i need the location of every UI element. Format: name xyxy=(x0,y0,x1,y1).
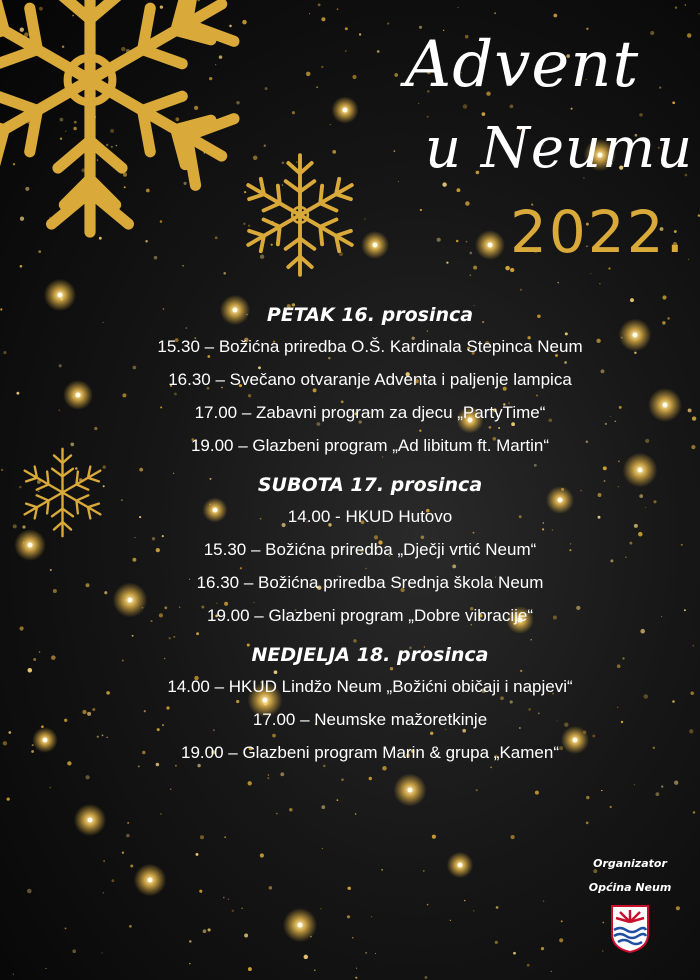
day-heading: SUBOTA 17. prosinca xyxy=(257,474,483,496)
sparkle-dot xyxy=(661,785,663,787)
sparkle-dot xyxy=(318,3,321,6)
sparkle-dot xyxy=(67,761,71,765)
sparkle-dot xyxy=(145,240,148,243)
sparkle-icon xyxy=(43,738,48,743)
sparkle-icon xyxy=(88,818,93,823)
sparkle-dot xyxy=(232,910,234,912)
sparkle-dot xyxy=(82,710,86,714)
sparkle-dot xyxy=(28,668,33,673)
sparkle-dot xyxy=(64,719,67,722)
sparkle-dot xyxy=(473,910,475,912)
schedule-event: 19.00 – Glazbeni program „Ad libitum ft. Martin“ xyxy=(190,436,550,455)
sparkle-dot xyxy=(320,908,321,909)
sparkle-icon xyxy=(298,923,303,928)
sparkle-dot xyxy=(513,952,516,955)
sparkle-dot xyxy=(13,974,14,975)
sparkle-dot xyxy=(674,781,678,785)
sparkle-dot xyxy=(541,947,544,950)
day-heading: PETAK 16. prosinca xyxy=(266,304,474,326)
sparkle-dot xyxy=(520,289,522,291)
sparkle-dot xyxy=(690,691,693,694)
medium-snowflake-icon xyxy=(235,150,365,280)
sparkle-dot xyxy=(330,124,331,125)
sparkle-icon xyxy=(663,403,668,408)
sparkle-dot xyxy=(50,569,52,571)
sparkle-dot xyxy=(684,609,686,611)
sparkle-icon xyxy=(458,863,463,868)
sparkle-dot xyxy=(586,822,589,825)
sparkle-dot xyxy=(126,834,130,838)
schedule-event: 15.30 – Božićna priredba „Dječji vrtić Neum“ xyxy=(203,540,537,559)
sparkle-dot xyxy=(689,729,693,733)
sparkle-dot xyxy=(8,731,11,734)
sparkle-dot xyxy=(289,808,293,812)
sparkle-dot xyxy=(387,23,389,25)
sparkle-dot xyxy=(691,445,695,449)
sparkle-icon xyxy=(408,788,413,793)
sparkle-dot xyxy=(559,938,563,942)
sparkle-dot xyxy=(377,50,380,53)
sparkle-dot xyxy=(553,14,557,18)
sparkle-dot xyxy=(381,869,383,871)
sparkle-dot xyxy=(248,967,252,971)
sparkle-dot xyxy=(269,886,272,889)
sparkle-dot xyxy=(182,265,184,267)
sparkle-dot xyxy=(309,13,310,14)
sparkle-dot xyxy=(304,955,308,959)
sparkle-dot xyxy=(51,655,56,660)
sparkle-dot xyxy=(65,927,67,929)
sparkle-icon xyxy=(373,243,378,248)
organizer-name: Općina Neum xyxy=(588,881,672,894)
sparkle-dot xyxy=(662,295,666,299)
schedule-event: 17.00 – Neumske mažoretkinje xyxy=(252,710,488,729)
sparkle-dot xyxy=(469,274,471,276)
sparkle-dot xyxy=(359,33,361,35)
sparkle-icon xyxy=(148,878,153,883)
sparkle-dot xyxy=(53,589,57,593)
sparkle-dot xyxy=(345,50,347,52)
sparkle-dot xyxy=(527,964,530,967)
sparkle-dot xyxy=(662,321,666,325)
sparkle-dot xyxy=(59,364,62,367)
sparkle-dot xyxy=(608,267,610,269)
sparkle-dot xyxy=(39,651,41,653)
sparkle-dot xyxy=(610,806,612,808)
sparkle-dot xyxy=(265,87,268,90)
sparkle-dot xyxy=(692,416,696,420)
sparkle-dot xyxy=(495,941,498,944)
sparkle-dot xyxy=(103,860,104,861)
sparkle-dot xyxy=(170,788,171,789)
sparkle-dot xyxy=(424,976,427,979)
sparkle-dot xyxy=(129,925,132,928)
sparkle-dot xyxy=(557,282,559,284)
sparkle-dot xyxy=(375,953,376,954)
sparkle-dot xyxy=(345,27,348,30)
sparkle-dot xyxy=(260,853,264,857)
sparkle-dot xyxy=(306,72,311,77)
sparkle-icon xyxy=(76,393,81,398)
sparkle-dot xyxy=(292,111,295,114)
sparkle-dot xyxy=(476,789,478,791)
sparkle-dot xyxy=(341,779,344,782)
sparkle-dot xyxy=(347,887,350,890)
sparkle-dot xyxy=(494,12,496,14)
schedule-day-sunday xyxy=(90,640,650,769)
sparkle-dot xyxy=(196,853,199,856)
sparkle-dot xyxy=(653,500,656,503)
schedule-event: 15.30 – Božićna priredba O.Š. Kardinala Stepinca Neum xyxy=(157,337,583,356)
schedule-event: 14.00 – HKUD Lindžo Neum „Božićni običaji i napjevi“ xyxy=(167,677,573,696)
schedule-event: 19.00 – Glazbeni program „Dobre vibracije“ xyxy=(207,606,533,625)
sparkle-dot xyxy=(20,265,23,268)
schedule-event: 16.30 – Božićna priredba Srednja škola Neum xyxy=(196,573,544,592)
sparkle-dot xyxy=(27,889,32,894)
sparkle-dot xyxy=(127,822,129,824)
sparkle-dot xyxy=(681,544,683,546)
sparkle-dot xyxy=(111,879,114,882)
sparkle-dot xyxy=(505,266,510,271)
sparkle-dot xyxy=(322,848,323,849)
sparkle-dot xyxy=(337,8,339,10)
sparkle-dot xyxy=(369,777,372,780)
sparkle-dot xyxy=(688,408,692,412)
sparkle-dot xyxy=(103,892,105,894)
sparkle-dot xyxy=(248,781,252,785)
sparkle-dot xyxy=(601,790,602,791)
sparkle-dot xyxy=(687,33,691,37)
large-snowflake-icon xyxy=(0,0,250,240)
sparkle-dot xyxy=(473,266,477,270)
sparkle-dot xyxy=(356,968,357,969)
sparkle-icon xyxy=(58,293,63,298)
sparkle-dot xyxy=(316,86,318,88)
sparkle-dot xyxy=(634,784,635,785)
sparkle-dot xyxy=(510,268,514,272)
sparkle-dot xyxy=(276,813,278,815)
sparkle-dot xyxy=(267,777,269,779)
sparkle-dot xyxy=(203,929,207,933)
sparkle-dot xyxy=(586,796,589,799)
sparkle-dot xyxy=(371,916,372,917)
schedule-event: 14.00 - HKUD Hutovo xyxy=(287,507,453,526)
sparkle-icon xyxy=(343,108,348,113)
sparkle-dot xyxy=(352,937,354,939)
sparkle-dot xyxy=(535,791,539,795)
sparkle-dot xyxy=(241,908,242,909)
sparkle-dot xyxy=(224,836,226,838)
sparkle-dot xyxy=(496,906,499,909)
sparkle-dot xyxy=(20,626,24,630)
sparkle-dot xyxy=(38,250,41,253)
title-year: 2022. xyxy=(510,198,687,266)
sparkle-dot xyxy=(355,977,357,979)
sparkle-dot xyxy=(693,645,695,647)
event-schedule xyxy=(90,300,650,777)
sparkle-dot xyxy=(347,915,350,918)
sparkle-dot xyxy=(59,410,60,411)
sparkle-dot xyxy=(321,66,323,68)
sparkle-dot xyxy=(550,971,551,972)
sparkle-dot xyxy=(321,805,325,809)
sparkle-dot xyxy=(223,272,226,275)
sparkle-dot xyxy=(0,308,2,310)
sparkle-dot xyxy=(693,811,695,813)
sparkle-dot xyxy=(31,750,34,753)
sparkle-dot xyxy=(599,283,600,284)
sparkle-dot xyxy=(33,658,36,661)
sparkle-dot xyxy=(3,351,6,354)
sparkle-dot xyxy=(160,813,162,815)
sparkle-dot xyxy=(423,870,425,872)
sparkle-dot xyxy=(45,968,46,969)
coat-of-arms-icon xyxy=(610,904,650,954)
schedule-day-friday xyxy=(90,300,650,462)
sparkle-dot xyxy=(1,469,3,471)
schedule-event: 17.00 – Zabavni program za djecu „PartyTime“ xyxy=(194,403,546,422)
sparkle-dot xyxy=(264,145,266,147)
sparkle-dot xyxy=(72,949,76,953)
sparkle-dot xyxy=(698,13,699,14)
sparkle-dot xyxy=(672,700,675,703)
sparkle-dot xyxy=(101,952,102,953)
sparkle-dot xyxy=(667,317,670,320)
sparkle-dot xyxy=(189,940,192,943)
sparkle-dot xyxy=(352,75,356,79)
sparkle-dot xyxy=(314,969,316,971)
sparkle-dot xyxy=(189,963,191,965)
sparkle-dot xyxy=(122,852,124,854)
sparkle-dot xyxy=(199,890,202,893)
event-title xyxy=(385,28,694,266)
sparkle-dot xyxy=(685,4,686,5)
schedule-day-saturday xyxy=(90,470,650,632)
sparkle-dot xyxy=(321,17,325,21)
sparkle-dot xyxy=(653,747,655,749)
sparkle-dot xyxy=(446,261,448,263)
schedule-event: 16.30 – Svečano otvaranje Adventa i paljenje lampica xyxy=(168,370,572,389)
sparkle-dot xyxy=(661,616,662,617)
sparkle-dot xyxy=(86,583,90,587)
day-heading: NEDJELJA 18. prosinca xyxy=(251,644,489,666)
sparkle-dot xyxy=(464,900,465,901)
sparkle-dot xyxy=(675,6,678,9)
sparkle-dot xyxy=(432,835,436,839)
sparkle-dot xyxy=(590,273,591,274)
sparkle-dot xyxy=(365,952,367,954)
title-line-location: u Neumu xyxy=(425,116,694,181)
sparkle-dot xyxy=(200,835,204,839)
sparkle-dot xyxy=(543,900,544,901)
sparkle-dot xyxy=(3,741,7,745)
sparkle-dot xyxy=(688,259,689,260)
sparkle-dot xyxy=(656,792,660,796)
organizer-label: Organizator xyxy=(593,857,667,870)
sparkle-dot xyxy=(561,920,563,922)
sparkle-dot xyxy=(244,934,248,938)
schedule-event: 19.00 – Glazbeni program Marin & grupa „Kamen“ xyxy=(181,743,559,762)
sparkle-icon xyxy=(28,543,33,548)
sparkle-dot xyxy=(337,799,339,801)
sparkle-dot xyxy=(355,813,357,815)
sparkle-dot xyxy=(130,864,133,867)
organizer-block xyxy=(575,852,685,954)
sparkle-dot xyxy=(458,7,459,8)
title-line-advent: Advent xyxy=(405,28,640,102)
sparkle-dot xyxy=(7,797,10,800)
sparkle-dot xyxy=(49,787,51,789)
sparkle-dot xyxy=(228,899,229,900)
sparkle-dot xyxy=(450,920,451,921)
sparkle-dot xyxy=(154,256,158,260)
sparkle-dot xyxy=(223,897,225,899)
sparkle-dot xyxy=(511,835,515,839)
sparkle-dot xyxy=(208,928,211,931)
sparkle-dot xyxy=(427,904,429,906)
sparkle-dot xyxy=(16,392,19,395)
